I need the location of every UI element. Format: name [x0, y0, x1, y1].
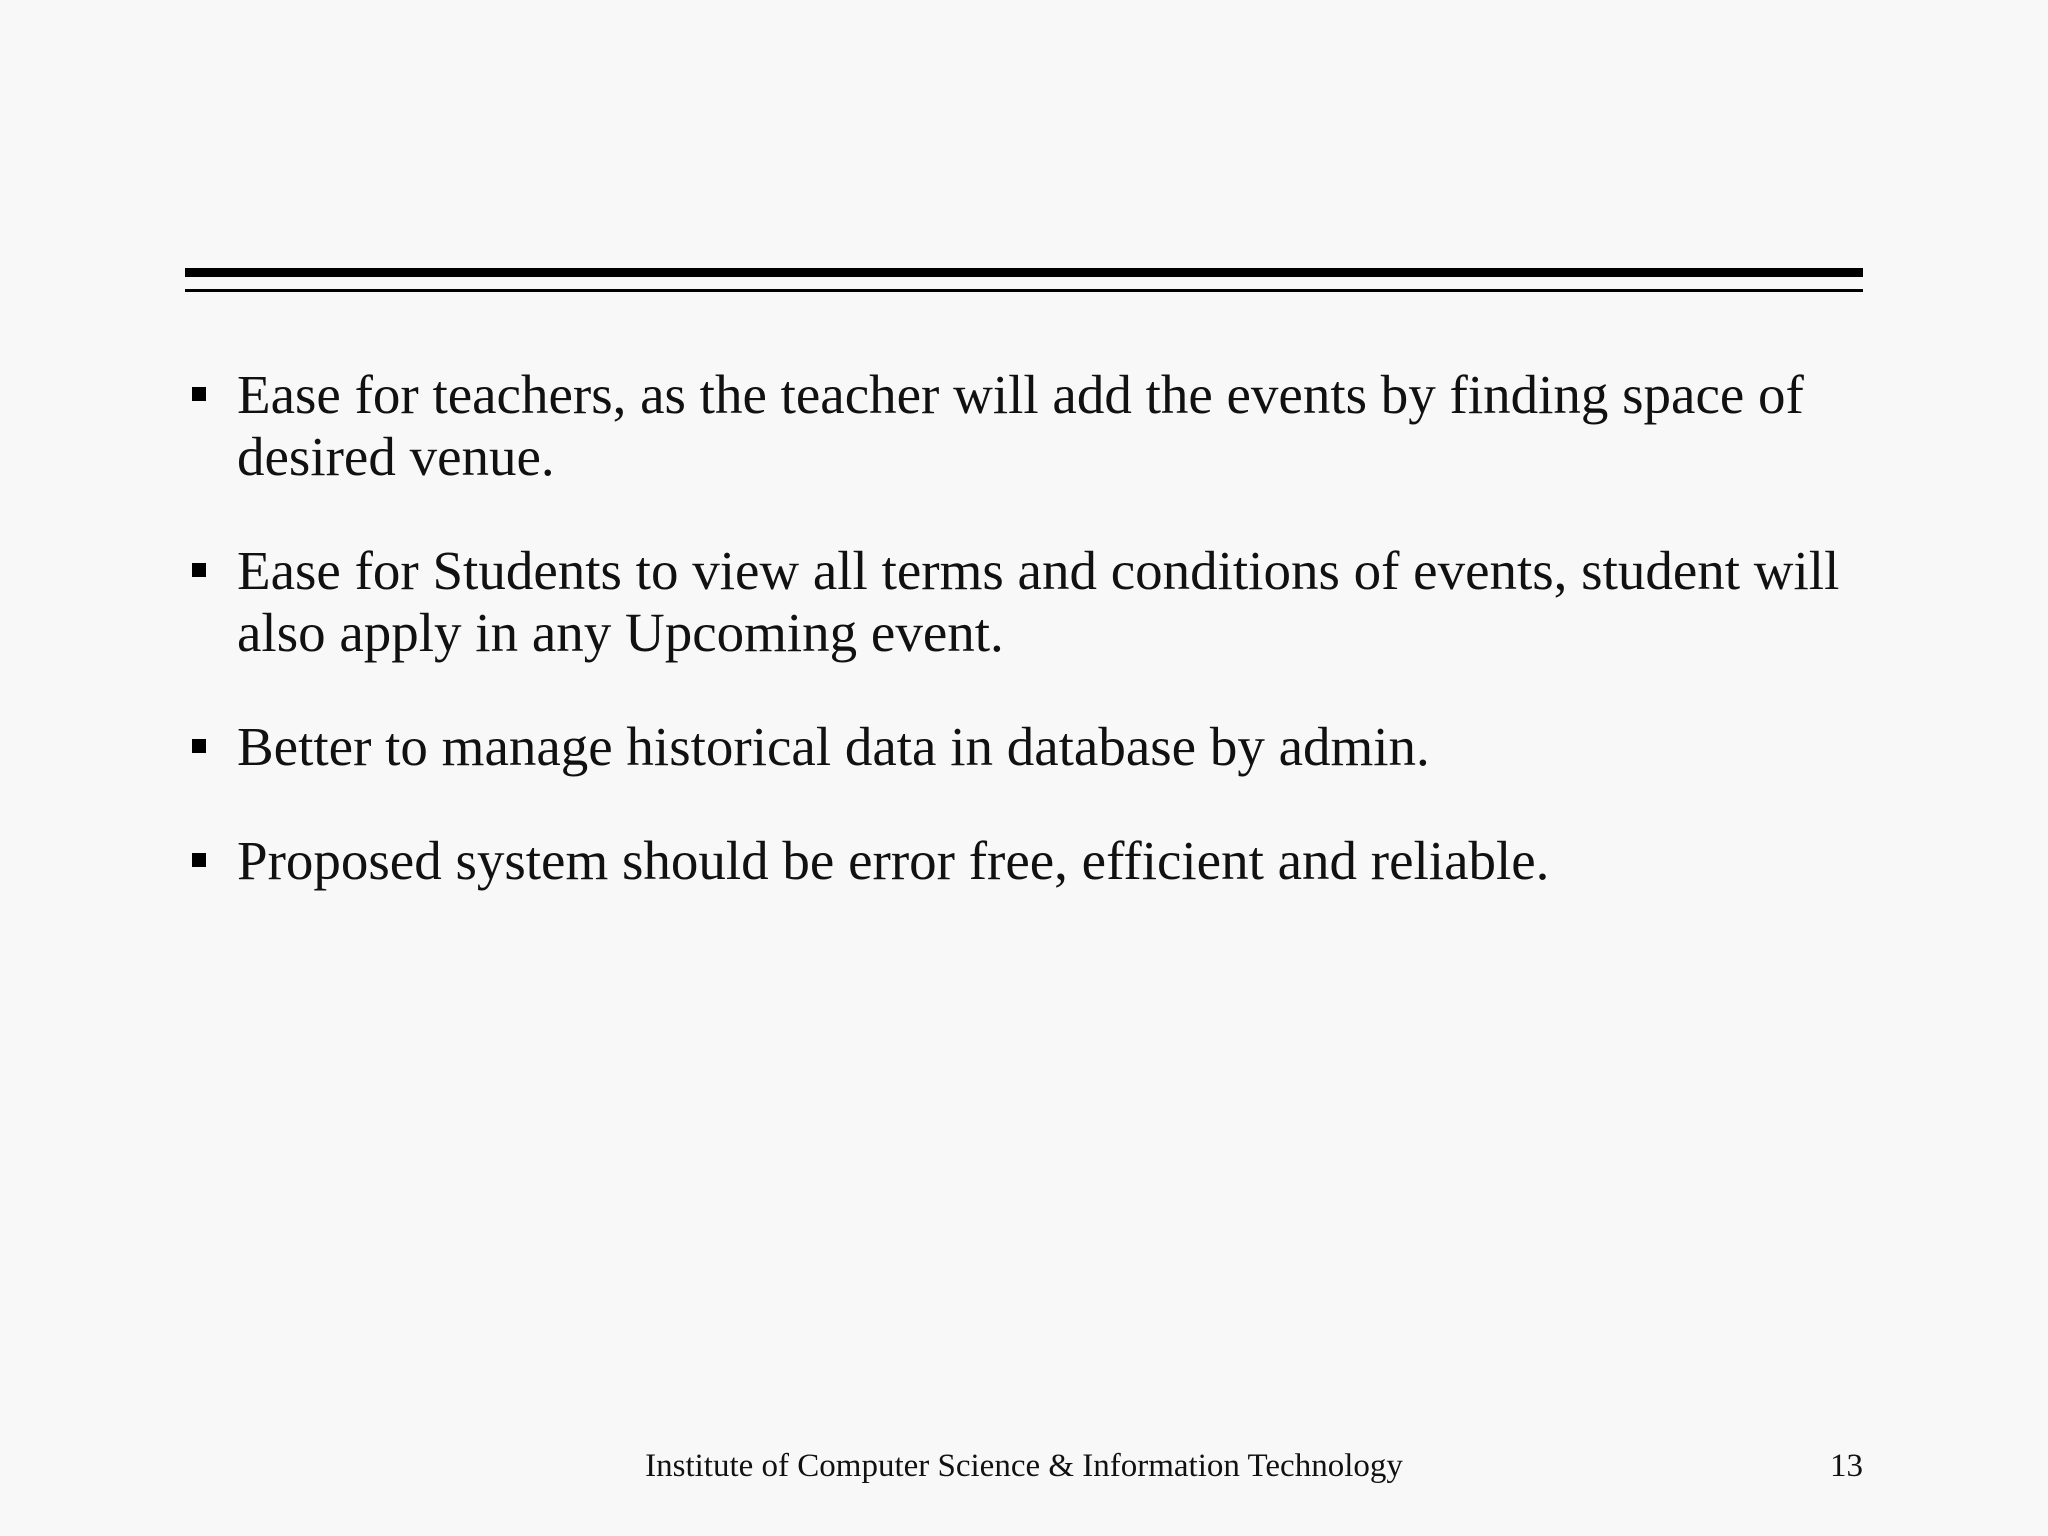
bullet-item	[190, 716, 1890, 778]
square-bullet-icon	[192, 853, 206, 867]
bullet-text: Ease for teachers, as the teacher will add the events by finding space of desired venue.	[237, 364, 1804, 487]
bullet-text: Better to manage historical data in database by admin.	[237, 716, 1430, 777]
bullet-item	[190, 364, 1890, 488]
square-bullet-icon	[192, 563, 206, 577]
bullet-text: Proposed system should be error free, efficient and reliable.	[237, 830, 1550, 891]
square-bullet-icon	[192, 387, 206, 401]
square-bullet-icon	[192, 739, 206, 753]
footer-institution: Institute of Computer Science & Information Technology	[645, 1448, 1403, 1484]
header-rule-thin	[185, 289, 1863, 292]
bullet-list	[190, 364, 1890, 944]
page-number: 13	[1830, 1448, 1863, 1484]
bullet-text: Ease for Students to view all terms and conditions of events, student will also apply in any Upcoming event.	[237, 540, 1840, 663]
bullet-item	[190, 830, 1890, 892]
bullet-item	[190, 540, 1890, 664]
header-rule-thick	[185, 268, 1863, 277]
